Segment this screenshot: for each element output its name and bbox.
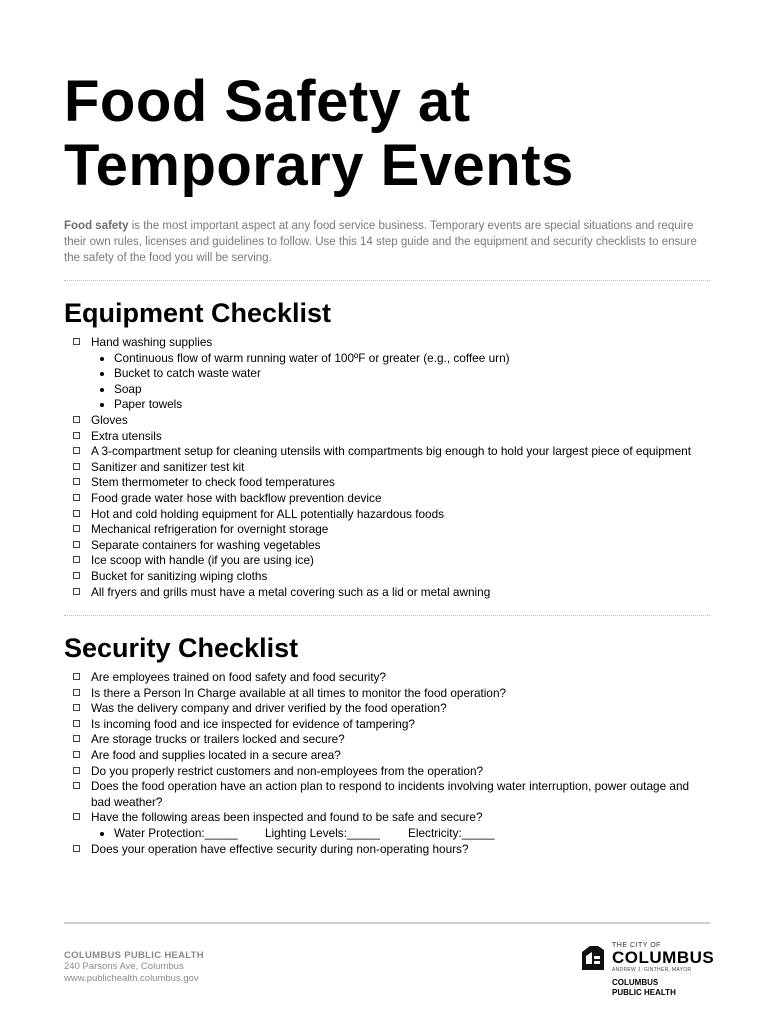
checklist-item — [64, 779, 710, 810]
item-label: Hot and cold holding equipment for ALL potentially hazardous foods — [91, 506, 445, 521]
item-label: Bucket for sanitizing wiping cloths — [91, 568, 268, 583]
checkbox[interactable] — [73, 572, 80, 579]
sublist-item — [91, 826, 710, 842]
equipment-heading: Equipment Checklist — [64, 298, 332, 328]
checklist-item — [64, 810, 710, 841]
checklist-item — [64, 569, 710, 585]
sublist-item — [91, 397, 710, 413]
checkbox[interactable] — [73, 525, 80, 532]
item-label: Does the food operation have an action plan to respond to incidents involving water interruption, power outage and bad weather? — [91, 779, 690, 809]
checklist-item — [64, 460, 710, 476]
bullet-icon — [100, 357, 104, 361]
footer-org: COLUMBUS PUBLIC HEALTH — [64, 950, 204, 961]
checklist-item — [64, 732, 710, 748]
checkbox[interactable] — [73, 720, 80, 727]
page-footer — [64, 922, 715, 997]
city-logo — [580, 942, 715, 1002]
checklist-item — [64, 686, 710, 702]
item-label: Separate containers for washing vegetables — [91, 537, 321, 552]
item-label: Is incoming food and ice inspected for evidence of tampering? — [91, 716, 415, 731]
title-line-1: Food Safety at — [64, 69, 471, 134]
page-title — [64, 70, 710, 198]
bullet-icon — [100, 372, 104, 376]
security-list — [64, 670, 710, 857]
checklist-item — [64, 717, 710, 733]
checkbox[interactable] — [73, 673, 80, 680]
sublist-item — [91, 382, 710, 398]
checkbox[interactable] — [73, 588, 80, 595]
checkbox[interactable] — [73, 556, 80, 563]
footer-address: 240 Parsons Ave, Columbus — [64, 961, 184, 972]
title-line-2: Temporary Events — [64, 133, 574, 198]
checkbox[interactable] — [73, 478, 80, 485]
checklist-item — [64, 429, 710, 445]
item-label: Sanitizer and sanitizer test kit — [91, 459, 245, 474]
areas-sublist — [91, 826, 710, 842]
checkbox[interactable] — [73, 782, 80, 789]
divider — [64, 280, 710, 281]
checkbox[interactable] — [73, 494, 80, 501]
checkbox[interactable] — [73, 432, 80, 439]
sub-label: Soap — [114, 381, 142, 396]
checklist-item — [64, 670, 710, 686]
checkbox[interactable] — [73, 338, 80, 345]
checklist-item — [64, 444, 710, 460]
sub-label: Continuous flow of warm running water of 100ºF or greater (e.g., coffee urn) — [114, 350, 510, 365]
checkbox[interactable] — [73, 845, 80, 852]
checklist-item — [64, 842, 710, 858]
checklist-item — [64, 335, 710, 413]
logo-the-city-of: THE CITY OF — [612, 942, 661, 949]
item-label: All fryers and grills must have a metal covering such as a lid or metal awning — [91, 584, 491, 599]
item-label: Hand washing supplies — [91, 335, 213, 349]
item-label: Are storage trucks or trailers locked and secure? — [91, 732, 345, 747]
item-label: Food grade water hose with backflow prevention device — [91, 490, 382, 505]
item-label: Is there a Person In Charge available at all times to monitor the food operation? — [91, 685, 507, 700]
security-section — [64, 632, 710, 857]
checklist-item — [64, 413, 710, 429]
footer-divider — [64, 922, 710, 924]
checklist-item — [64, 475, 710, 491]
intro-text: is the most important aspect at any food service business. Temporary events are special situations and require their own rules, licenses and guidelines to follow. Use this 14 step guide and the equipment and security checklists to ensure the safety of the food you will be serving. — [64, 220, 697, 264]
footer-website[interactable]: www.publichealth.columbus.gov — [64, 973, 199, 984]
logo-dept-line-1: COLUMBUS — [612, 978, 659, 987]
bullet-icon — [100, 403, 104, 407]
item-label: Does your operation have effective security during non-operating hours? — [91, 841, 469, 856]
checkbox[interactable] — [73, 463, 80, 470]
checkbox[interactable] — [73, 416, 80, 423]
equipment-section — [64, 297, 710, 600]
checkbox[interactable] — [73, 510, 80, 517]
sub-label: Bucket to catch waste water — [114, 366, 261, 381]
item-label: Are food and supplies located in a secure area? — [91, 748, 341, 763]
sublist-item — [91, 351, 710, 367]
checklist-item — [64, 522, 710, 538]
checklist-item — [64, 491, 710, 507]
hand-washing-sublist — [91, 351, 710, 413]
checkbox[interactable] — [73, 447, 80, 454]
item-label: Mechanical refrigeration for overnight storage — [91, 522, 329, 537]
checklist-item — [64, 701, 710, 717]
divider — [64, 615, 710, 616]
item-label: Was the delivery company and driver verified by the food operation? — [91, 701, 447, 716]
checklist-item — [64, 538, 710, 554]
item-label: Do you properly restrict customers and non-employees from the operation? — [91, 763, 484, 778]
sublist-item — [91, 366, 710, 382]
checklist-item — [64, 764, 710, 780]
intro-paragraph — [64, 218, 710, 266]
bullet-icon — [100, 388, 104, 392]
logo-city-name: COLUMBUS — [612, 948, 715, 967]
item-label: Stem thermometer to check food temperatures — [91, 475, 335, 490]
checklist-item — [64, 507, 710, 523]
checklist-item — [64, 553, 710, 569]
checklist-item — [64, 585, 710, 601]
item-label: Extra utensils — [91, 428, 162, 443]
item-label: A 3-compartment setup for cleaning utensils with compartments big enough to hold your largest piece of equipment — [91, 444, 692, 459]
checkbox[interactable] — [73, 689, 80, 696]
item-label: Ice scoop with handle (if you are using ice) — [91, 553, 314, 568]
security-heading: Security Checklist — [64, 633, 299, 664]
logo-tagline: ANDREW J. GINTHER, MAYOR — [612, 967, 692, 973]
electricity-field[interactable]: Electricity:_____ — [408, 826, 495, 841]
item-label: Are employees trained on food safety and food security? — [91, 670, 387, 685]
logo-department — [612, 978, 676, 998]
sub-label: Paper towels — [114, 397, 183, 412]
checklist-item — [64, 748, 710, 764]
equipment-list — [64, 335, 710, 600]
bullet-icon — [100, 832, 104, 836]
checkbox[interactable] — [73, 813, 80, 820]
lighting-levels-field[interactable]: Lighting Levels:_____ — [265, 826, 380, 841]
checkbox[interactable] — [73, 541, 80, 548]
water-protection-field[interactable]: Water Protection:_____ — [114, 826, 238, 841]
checkbox[interactable] — [73, 735, 80, 742]
checkbox[interactable] — [73, 751, 80, 758]
item-label: Gloves — [91, 412, 128, 427]
logo-dept-line-2: PUBLIC HEALTH — [612, 988, 676, 997]
item-label: Have the following areas been inspected and found to be safe and secure? — [91, 810, 483, 825]
city-seal-icon — [580, 942, 606, 972]
checkbox[interactable] — [73, 704, 80, 711]
checkbox[interactable] — [73, 767, 80, 774]
document-page — [64, 70, 710, 857]
intro-lead: Food safety — [64, 220, 129, 232]
